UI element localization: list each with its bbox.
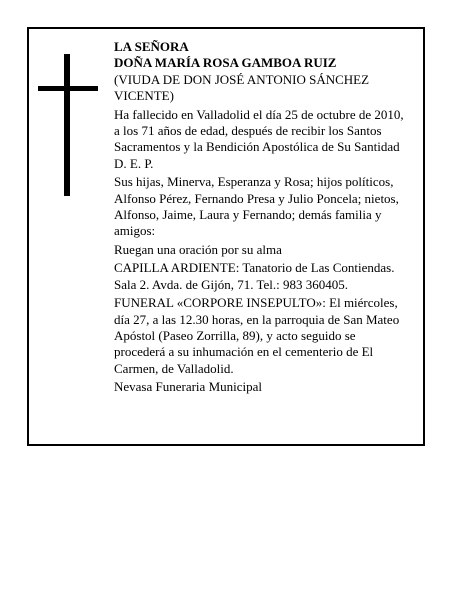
funeral-paragraph	[114, 295, 420, 377]
latin-cross-icon	[38, 54, 98, 196]
funeral-line: procederá a su inhumación en el cementerio de El	[114, 344, 374, 360]
death-line: a los 71 años de edad, después de recibir los Santos	[114, 123, 382, 139]
chapel-paragraph	[114, 260, 420, 293]
funeral-line: Apóstol (Paseo Zorrilla, 89), y acto seguido se	[114, 327, 356, 343]
deceased-name: DOÑA MARÍA ROSA GAMBOA RUIZ	[114, 55, 337, 71]
family-line: Alfonso Pérez, Fernando Presa y Julio Poncela; nietos,	[114, 190, 399, 206]
chapel-line: CAPILLA ARDIENTE: Tanatorio de Las Contiendas.	[114, 260, 395, 276]
chapel-line: Sala 2. Avda. de Gijón, 71. Tel.: 983 360405.	[114, 276, 349, 292]
notice-title: LA SEÑORA	[114, 39, 189, 54]
widow-line-2: VICENTE)	[114, 88, 174, 104]
cross-horizontal-bar	[38, 86, 98, 91]
funeral-line: FUNERAL «CORPORE INSEPULTO»: El miércoles,	[114, 295, 398, 311]
family-paragraph	[114, 174, 420, 240]
death-line: Ha fallecido en Valladolid el día 25 de octubre de 2010,	[114, 106, 404, 122]
funeral-line: Carmen, de Valladolid.	[114, 360, 234, 376]
family-line: Alfonso, Jaime, Laura y Fernando; demás familia y	[114, 207, 382, 223]
family-line: amigos:	[114, 223, 156, 239]
funeral-home: Nevasa Funeraria Municipal	[114, 379, 263, 395]
death-line: Sacramentos y la Bendición Apostólica de Su Santidad	[114, 139, 400, 155]
prayer-line: Ruegan una oración por su alma	[114, 241, 282, 257]
family-line: Sus hijas, Minerva, Esperanza y Rosa; hijos políticos,	[114, 174, 394, 190]
obituary-text	[114, 39, 420, 396]
cross-vertical-bar	[64, 54, 70, 196]
death-line: D. E. P.	[114, 155, 154, 171]
funeral-line: día 27, a las 12.30 horas, en la parroquia de San Mateo	[114, 311, 400, 327]
widow-line-1: (VIUDA DE DON JOSÉ ANTONIO SÁNCHEZ	[114, 71, 370, 87]
death-paragraph	[114, 107, 420, 173]
